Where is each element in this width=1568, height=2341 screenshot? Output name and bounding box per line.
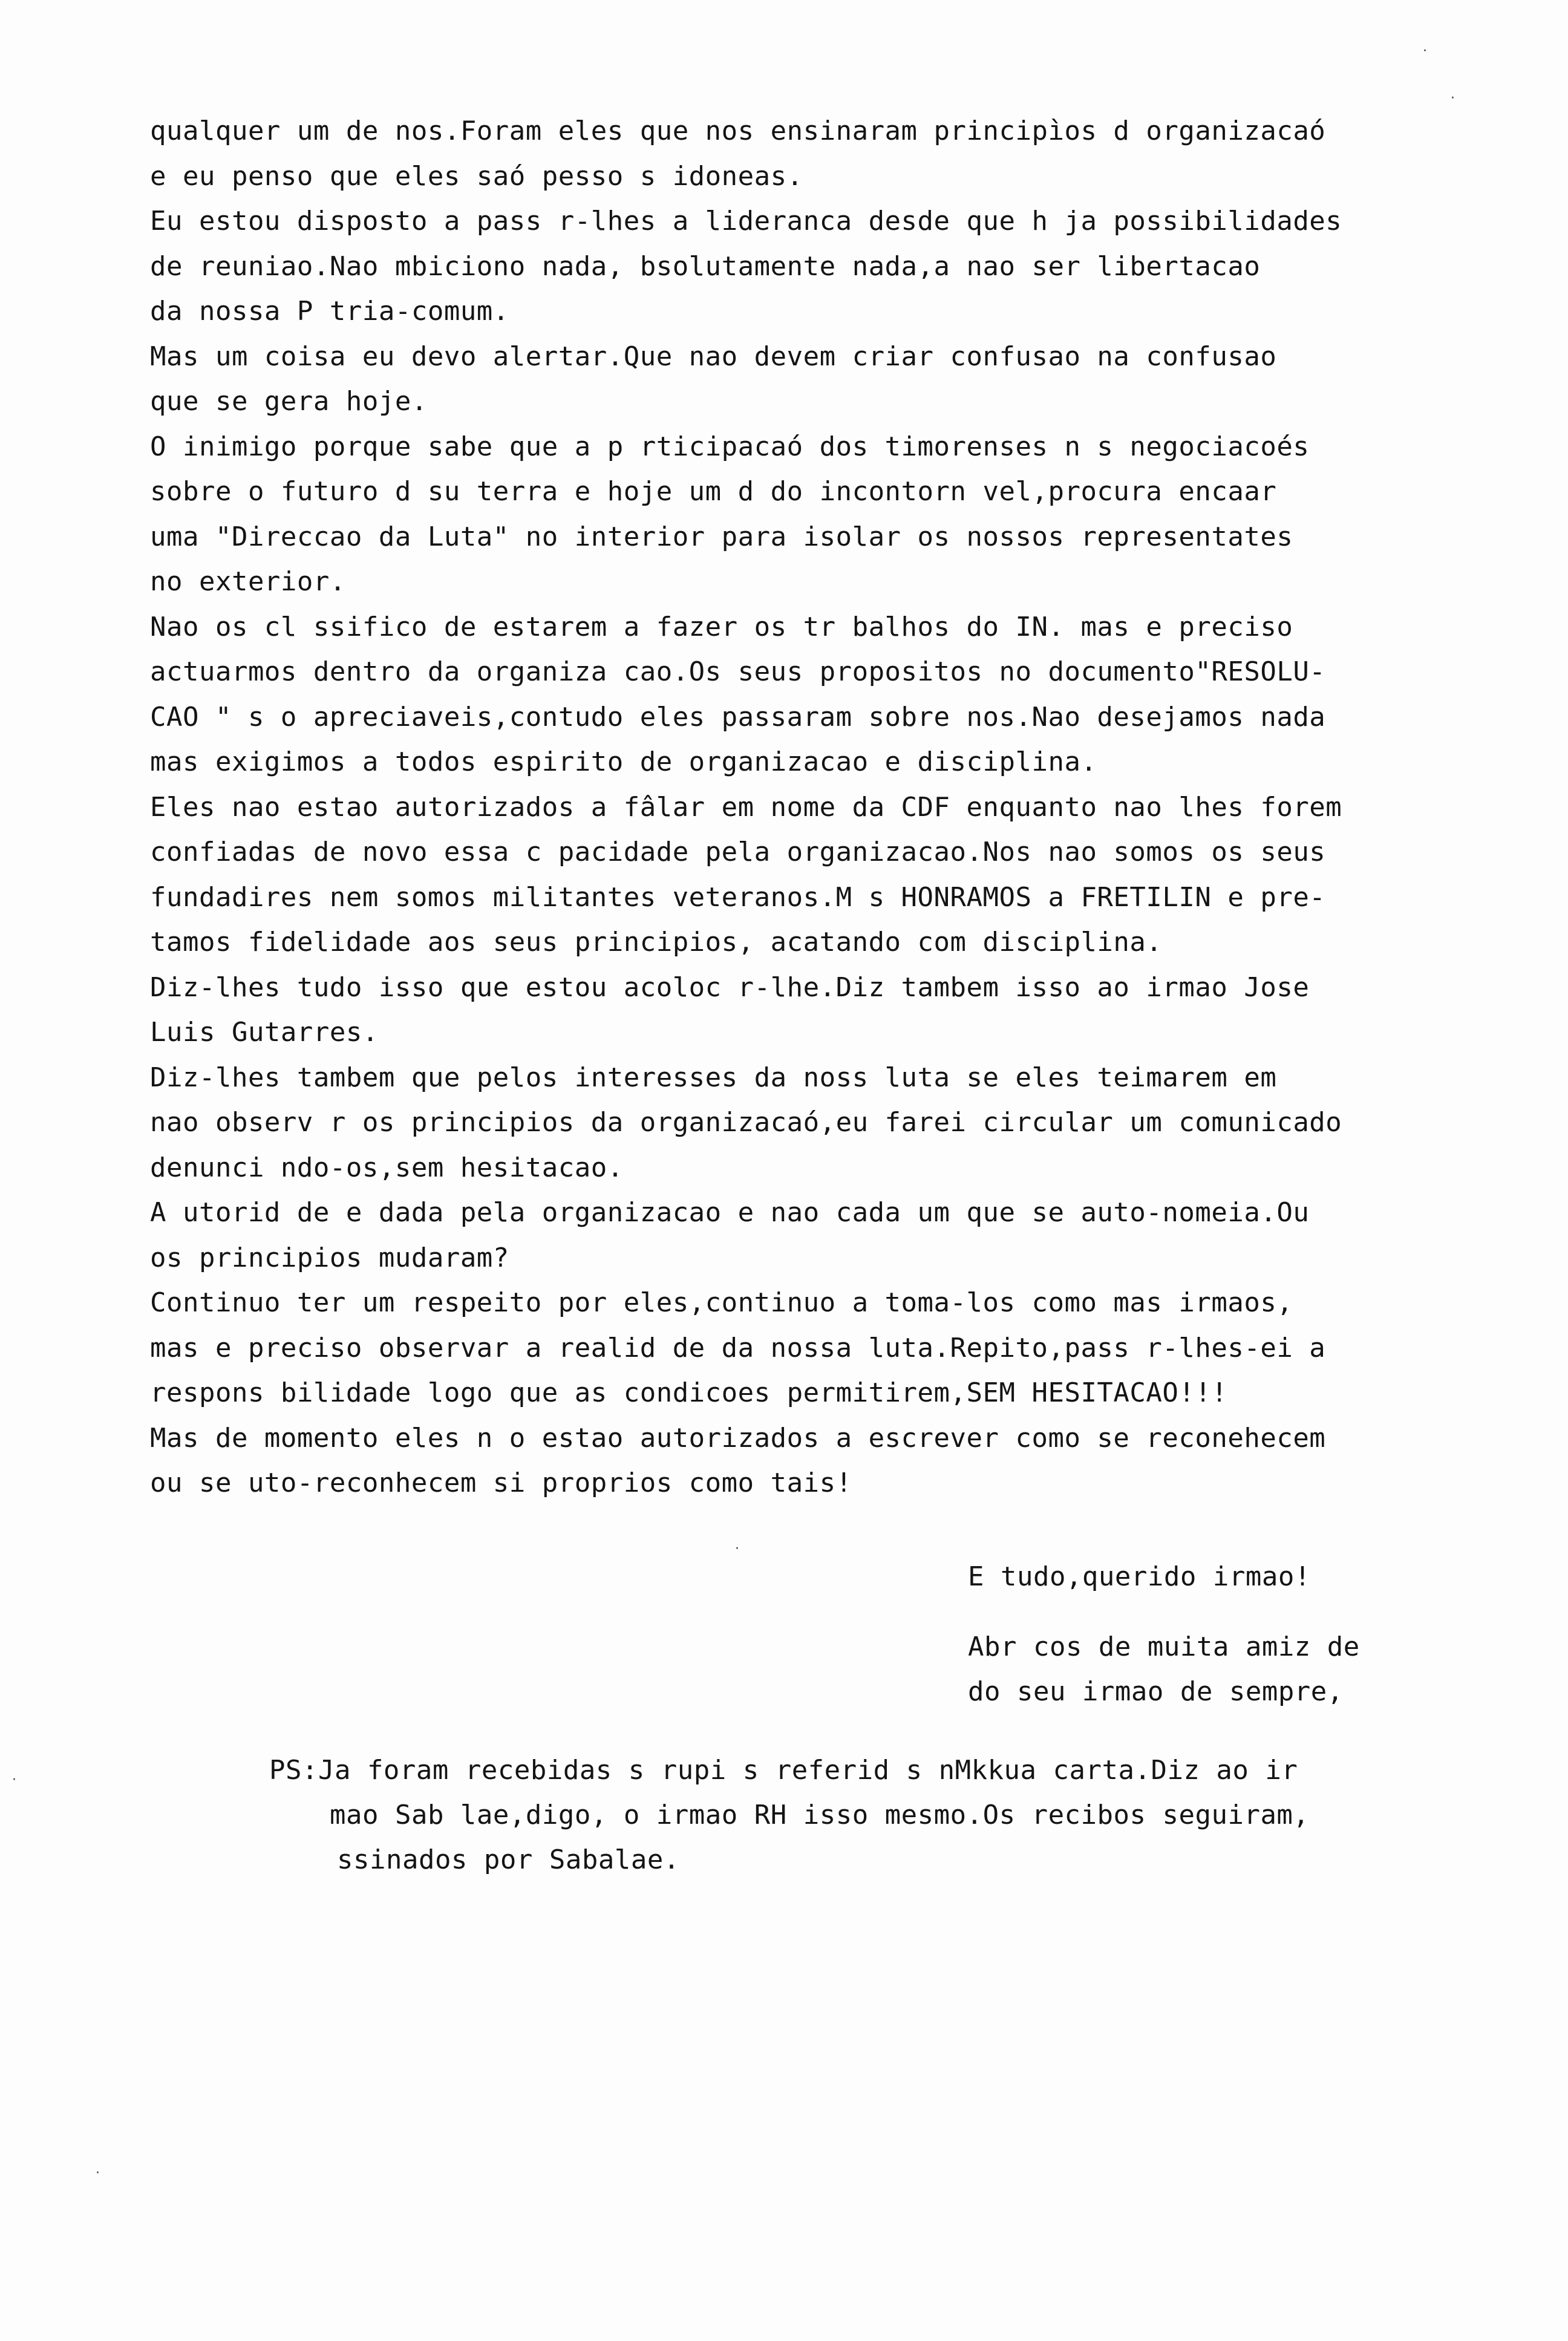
closing-signoff: do seu irmao de sempre,: [968, 1676, 1344, 1707]
letter-line: os principios mudaram?: [150, 1242, 509, 1273]
letter-line: confiadas de novo essa c pacidade pela organizacao.Nos nao somos os seus: [150, 837, 1326, 867]
letter-line: Diz-lhes tudo isso que estou acoloc r-lhe.Diz tambem isso ao irmao Jose: [150, 971, 1310, 1003]
letter-line: uma "Direccao da Luta" no interior para isolar os nossos representates: [150, 521, 1293, 552]
letter-line: actuarmos dentro da organiza cao.Os seus propositos no documento"RESOLU-: [150, 656, 1326, 687]
letter-line: tamos fidelidade aos seus principios, acatando com disciplina.: [150, 927, 1163, 958]
letter-line: que se gera hoje.: [150, 386, 428, 417]
letter-line: ou se uto-reconhecem si proprios como tais!: [150, 1468, 852, 1498]
letter-closing: [968, 1555, 1512, 1714]
postscript-line: ssinados por Sabalae.: [337, 1844, 680, 1875]
letter-line: Continuo ter um respeito por eles,continuo a toma-los como mas irmaos,: [150, 1287, 1293, 1318]
letter-line: CAO " s o apreciaveis,contudo eles passaram sobre nos.Nao desejamos nada: [150, 701, 1326, 733]
letter-line: A utorid de e dada pela organizacao e nao cada um que se auto-nomeia.Ou: [150, 1197, 1310, 1228]
letter-line: Eles nao estao autorizados a fâlar em nome da CDF enquanto nao lhes forem: [150, 791, 1342, 823]
letter-line: nao observ r os principios da organizacaó,eu farei circular um comunicado: [150, 1107, 1342, 1138]
closing-regards: Abr cos de muita amiz de: [968, 1631, 1360, 1662]
letter-line: respons bilidade logo que as condicoes permitirem,SEM HESITACAO!!!: [150, 1377, 1228, 1408]
letter-line: sobre o futuro d su terra e hoje um d do incontorn vel,procura encaar: [150, 476, 1277, 507]
letter-line: Diz-lhes tambem que pelos interesses da noss luta se eles teimarem em: [150, 1062, 1277, 1093]
scan-speck: ·: [96, 2166, 100, 2181]
letter-line: no exterior.: [150, 566, 346, 597]
letter-line: mas e preciso observar a realid de da nossa luta.Repito,pass r-lhes-ei a: [150, 1332, 1326, 1363]
letter-line: de reuniao.Nao mbiciono nada, bsolutamente nada,a nao ser libertacao: [150, 250, 1261, 282]
closing-salutation: E tudo,querido irmao!: [968, 1561, 1311, 1592]
letter-line: Luis Gutarres.: [150, 1017, 379, 1048]
letter-line: Mas um coisa eu devo alertar.Que nao devem criar confusao na confusao: [150, 341, 1277, 372]
closing-gap: [968, 1599, 1512, 1625]
scan-speck: ·: [1451, 91, 1455, 106]
postscript-line: PS:Ja foram recebidas s rupi s referid s nMkkua carta.Diz ao ir: [269, 1755, 1298, 1786]
letter-line: e eu penso que eles saó pesso s idoneas.: [150, 160, 803, 192]
letter-line: Nao os cl ssifico de estarem a fazer os tr balhos do IN. mas e preciso: [150, 611, 1293, 642]
letter-line: da nossa P tria-comum.: [150, 296, 509, 327]
letter-line: qualquer um de nos.Foram eles que nos ensinaram principìos d organizacaó: [150, 116, 1326, 146]
letter-line: O inimigo porque sabe que a p rticipacaó dos timorenses n s negociacoés: [150, 431, 1310, 462]
scan-speck: ·: [1423, 44, 1427, 59]
postscript: [269, 1748, 1479, 1882]
letter-line: denunci ndo-os,sem hesitacao.: [150, 1152, 624, 1183]
letter-line: Eu estou disposto a pass r-lhes a lideranca desde que h ja possibilidades: [150, 206, 1342, 237]
letter-line: fundadires nem somos militantes veteranos.M s HONRAMOS a FRETILIN e pre-: [150, 881, 1326, 913]
scan-speck: ·: [735, 1541, 739, 1556]
scan-speck: ·: [12, 1772, 16, 1788]
letter-line: mas exigimos a todos espirito de organizacao e disciplina.: [150, 746, 1097, 777]
letter-line: Mas de momento eles n o estao autorizados a escrever como se reconehecem: [150, 1422, 1326, 1454]
postscript-line: mao Sab lae,digo, o irmao RH isso mesmo.Os recibos seguiram,: [330, 1800, 1310, 1830]
letter-body: [150, 109, 1469, 1506]
